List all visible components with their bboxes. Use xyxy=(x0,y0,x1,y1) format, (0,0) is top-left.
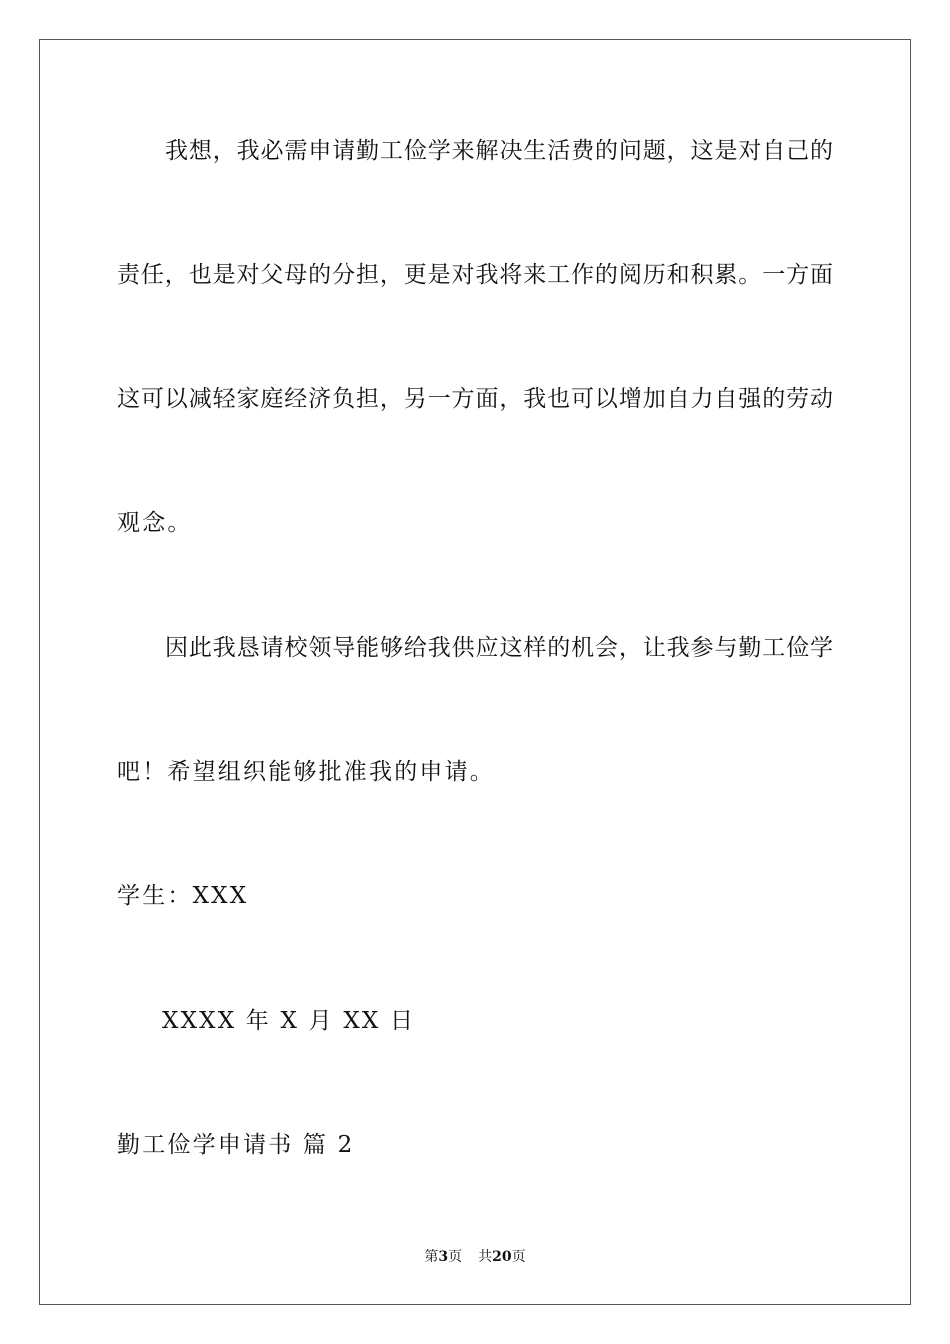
paragraph-1-line-2: 责任，也是对父母的分担，更是对我将来工作的阅历和积累。一方面 xyxy=(117,262,833,288)
page-border xyxy=(39,39,911,1305)
page-number-prefix: 第 xyxy=(424,1249,439,1265)
paragraph-1-line-1: 我想，我必需申请勤工俭学来解决生活费的问题，这是对自己的 xyxy=(165,138,833,164)
signature-date: XXXX 年 X 月 XX 日 xyxy=(162,1008,416,1034)
paragraph-2-line-2: 吧！希望组织能够批准我的申请。 xyxy=(117,759,495,785)
page-number-total: 20 xyxy=(492,1249,512,1265)
page-number-suffix: 页 xyxy=(448,1249,463,1265)
paragraph-2-line-1: 因此我恳请校领导能够给我供应这样的机会，让我参与勤工俭学 xyxy=(165,635,833,661)
page-footer xyxy=(0,1248,950,1266)
next-section-title: 勤工俭学申请书 篇 2 xyxy=(117,1132,355,1158)
signature-student: 学生：XXX xyxy=(117,883,249,909)
page-total-prefix: 共 xyxy=(478,1249,493,1265)
page-number-current: 3 xyxy=(438,1249,449,1265)
paragraph-1-line-3: 这可以减轻家庭经济负担，另一方面，我也可以增加自力自强的劳动 xyxy=(117,386,833,412)
page-total-suffix: 页 xyxy=(511,1249,526,1265)
paragraph-1-line-4: 观念。 xyxy=(117,510,193,536)
